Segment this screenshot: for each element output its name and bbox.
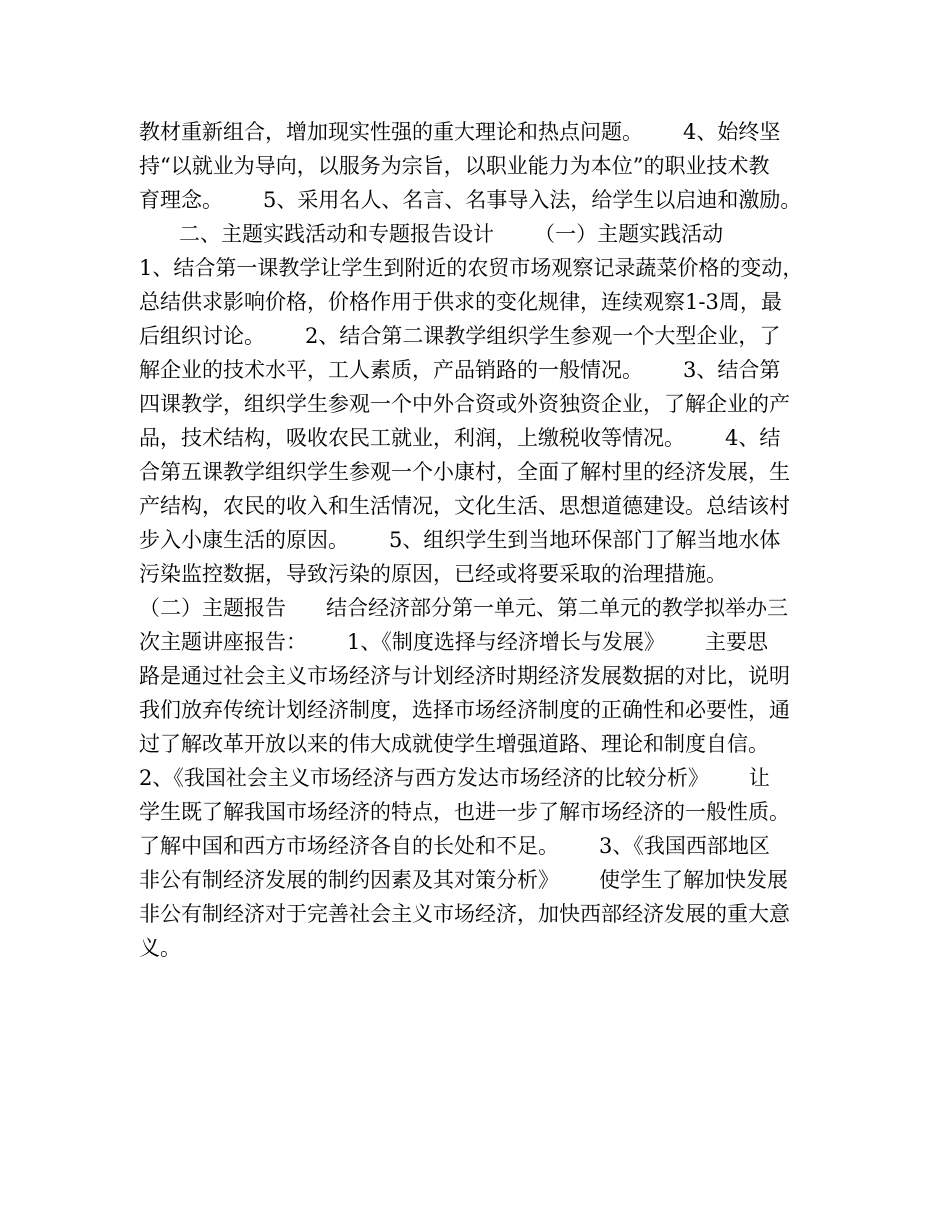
text-line: （二）主题报告 结合经济部分第一单元、第二单元的教学拟举办三	[139, 596, 789, 620]
text-line: 合第五课教学组织学生参观一个小康村，全面了解村里的经济发展，生	[139, 460, 790, 484]
text-line: 污染监控数据，导致污染的原因，已经或将要采取的治理措施。	[139, 562, 727, 586]
text-line: 后组织讨论。 2、结合第二课教学组织学生参观一个大型企业，了	[139, 324, 781, 348]
text-line: 2、《我国社会主义市场经济与西方发达市场经济的比较分析》 让	[139, 766, 770, 790]
text-line: 非公有制经济对于完善社会主义市场经济，加快西部经济发展的重大意	[139, 902, 790, 926]
text-line: 解企业的技术水平，工人素质，产品销路的一般情况。 3、结合第	[139, 358, 781, 382]
text-line: 持“以就业为导向，以服务为宗旨，以职业能力为本位”的职业技术教	[139, 154, 770, 178]
text-line: 产结构，农民的收入和生活情况，文化生活、思想道德建设。总结该村	[139, 494, 790, 518]
text-line: 义。	[139, 936, 181, 960]
text-line: 品，技术结构，吸收农民工就业，利润，上缴税收等情况。 4、结	[139, 426, 781, 450]
text-line: 次主题讲座报告： 1、《制度选择与经济增长与发展》 主要思	[139, 630, 768, 654]
text-line: 非公有制经济发展的制约因素及其对策分析》 使学生了解加快发展	[139, 868, 789, 892]
text-line: 学生既了解我国市场经济的特点，也进一步了解市场经济的一般性质。	[139, 800, 790, 824]
text-line: 步入小康生活的原因。 5、组织学生到当地环保部门了解当地水体	[139, 528, 781, 552]
text-line: 过了解改革开放以来的伟大成就使学生增强道路、理论和制度自信。	[139, 732, 769, 756]
text-line: 总结供求影响价格，价格作用于供求的变化规律，连续观察1-3周，最	[139, 290, 782, 314]
text-line: 育理念。 5、采用名人、名言、名事导入法，给学生以启迪和激励。	[139, 188, 802, 212]
text-line: 路是通过社会主义市场经济与计划经济时期经济发展数据的对比，说明	[139, 664, 790, 688]
section-heading-line: 二、主题实践活动和专题报告设计 （一）主题实践活动	[139, 222, 724, 246]
text-line: 我们放弃传统计划经济制度，选择市场经济制度的正确性和必要性，通	[139, 698, 790, 722]
text-line: 教材重新组合，增加现实性强的重大理论和热点问题。 4、始终坚	[139, 120, 781, 144]
text-line: 1、结合第一课教学让学生到附近的农贸市场观察记录蔬菜价格的变动，	[139, 256, 804, 280]
body-text	[139, 115, 829, 965]
text-line: 四课教学，组织学生参观一个中外合资或外资独资企业，了解企业的产	[139, 392, 790, 416]
text-line: 了解中国和西方市场经济各自的长处和不足。 3、《我国西部地区	[139, 834, 770, 858]
